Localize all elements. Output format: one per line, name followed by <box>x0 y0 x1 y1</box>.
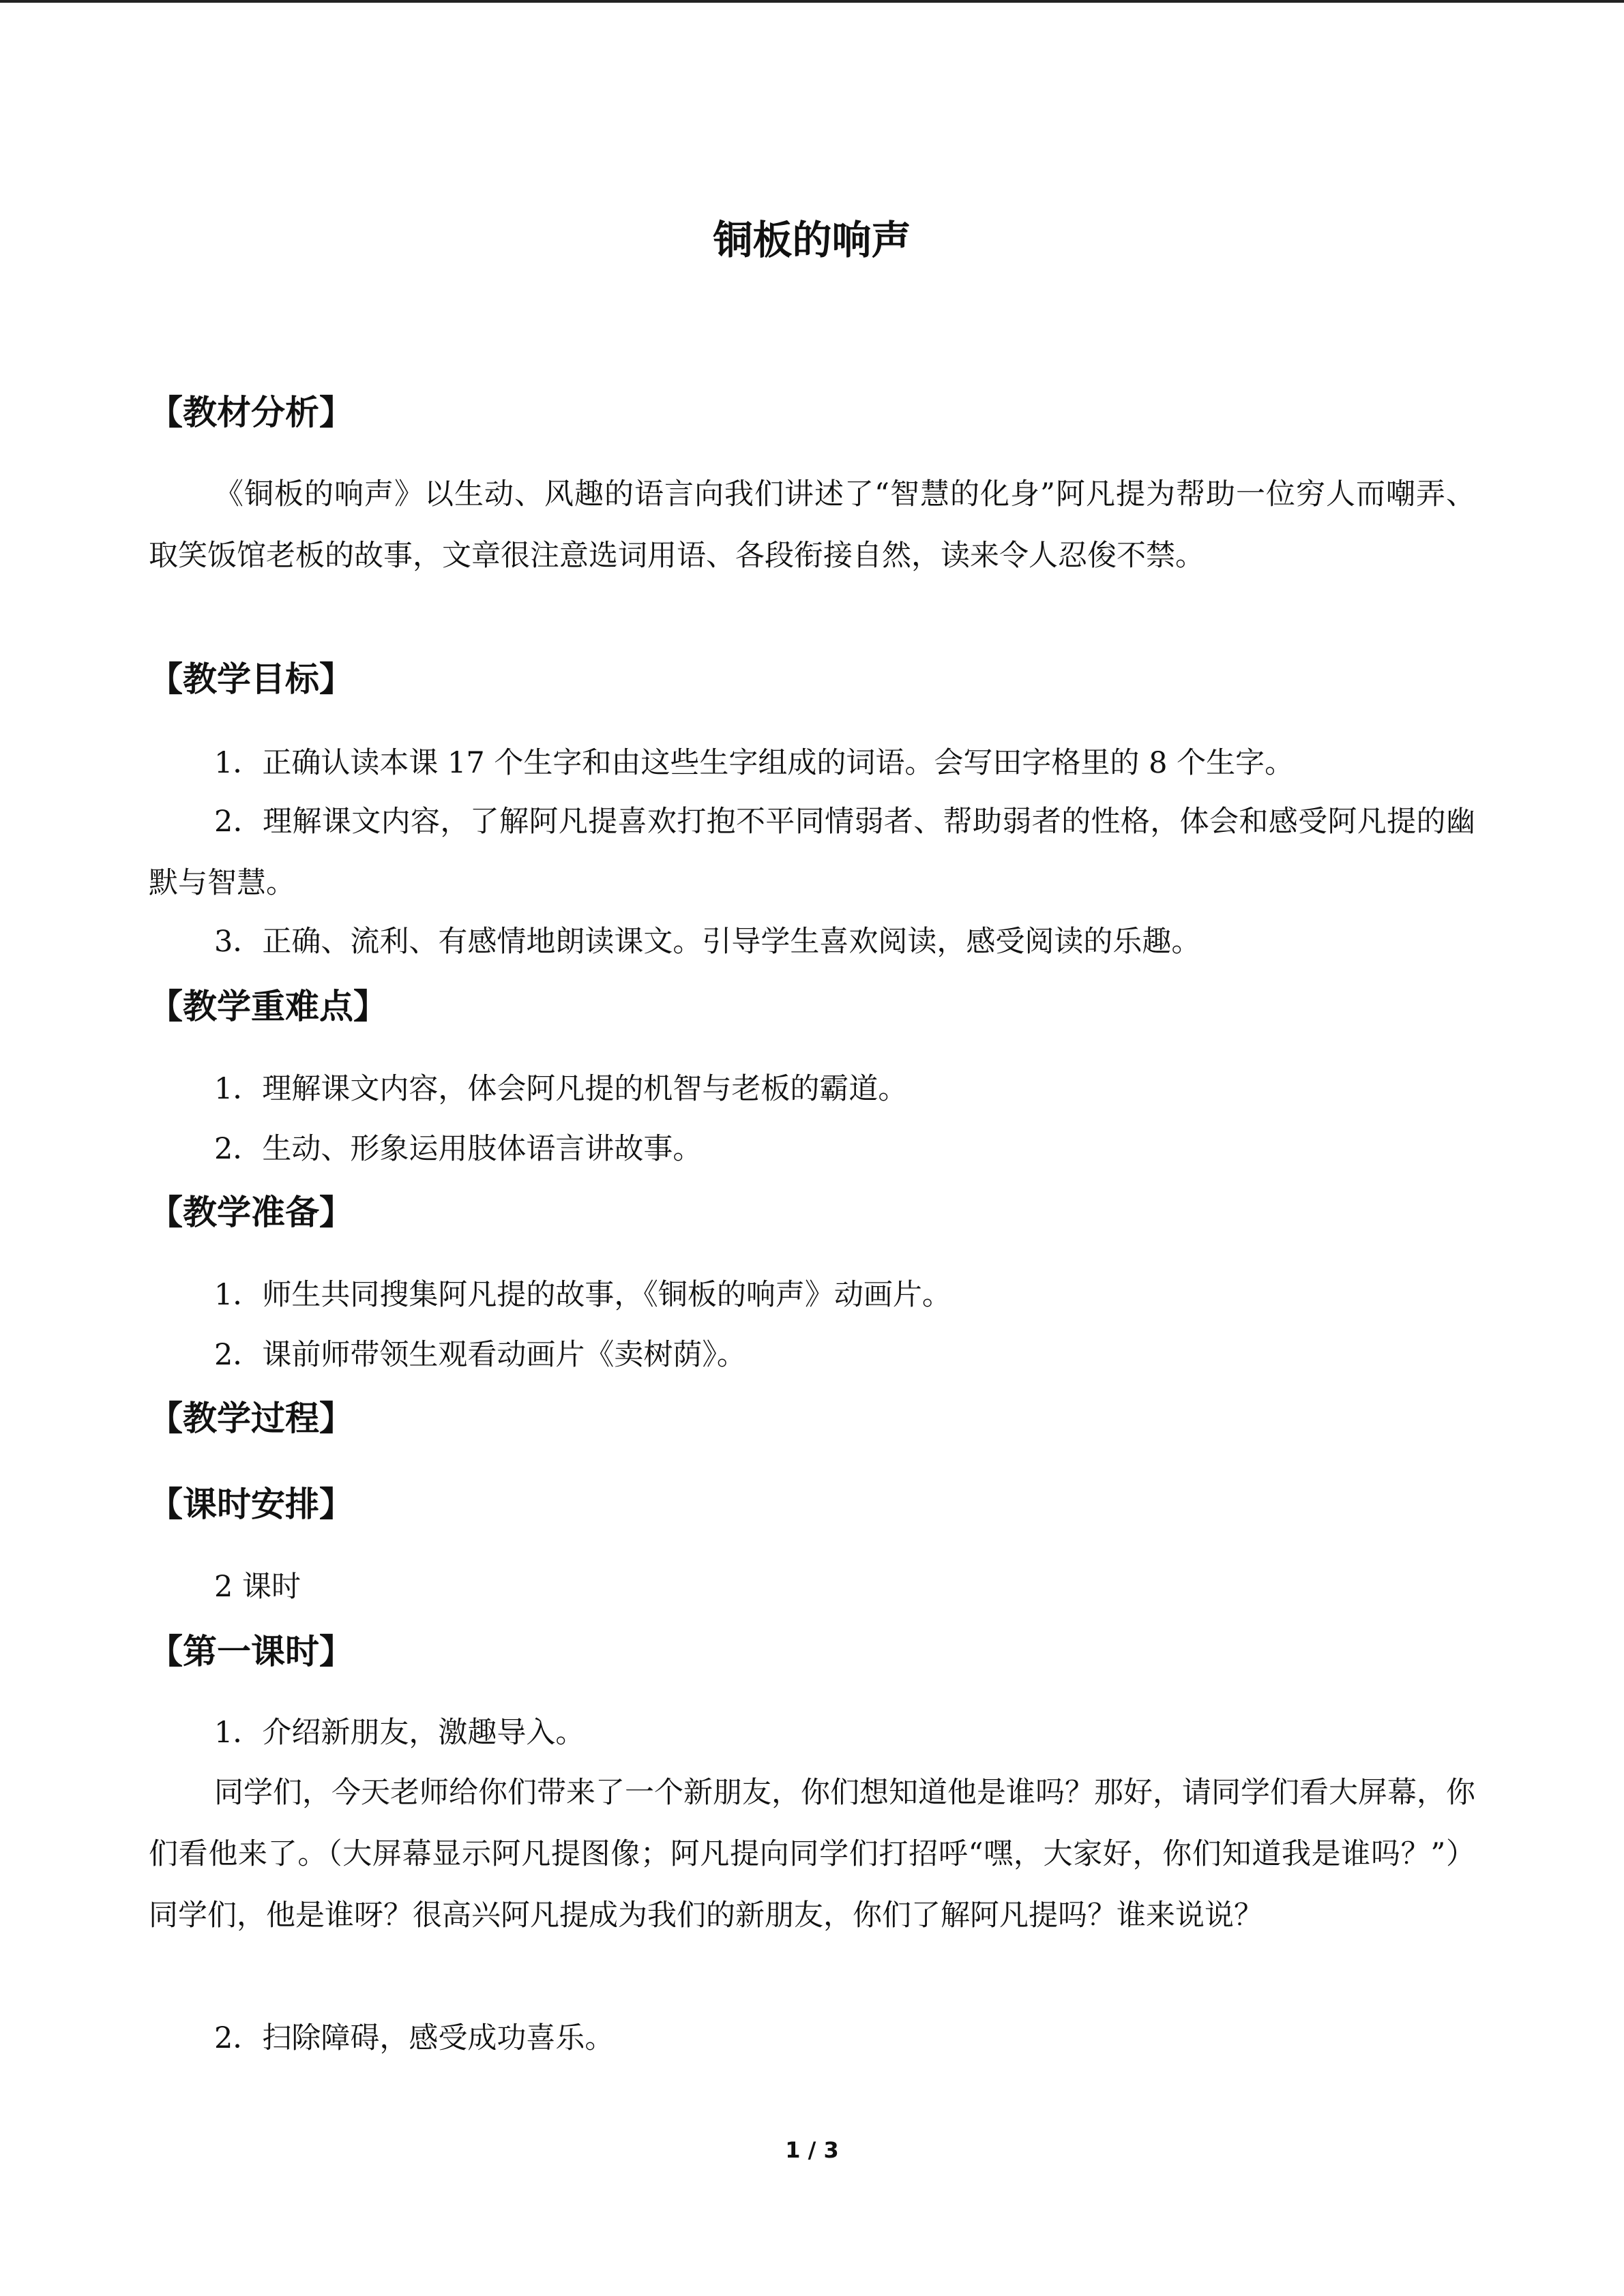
goal-item-1: 1．正确认读本课 17 个生字和由这些生字组成的词语。会写田字格里的 8 个生字。 <box>214 746 1295 780</box>
preparation-item-1: 1．师生共同搜集阿凡提的故事，《铜板的响声》动画片。 <box>214 1278 951 1312</box>
page-top-border <box>0 0 1624 3</box>
heading-schedule: 【课时安排】 <box>149 1485 353 1524</box>
key-point-item-1: 1．理解课文内容，体会阿凡提的机智与老板的霸道。 <box>214 1072 908 1106</box>
heading-analysis: 【教材分析】 <box>149 393 353 432</box>
heading-preparation: 【教学准备】 <box>149 1193 353 1232</box>
preparation-item-2: 2．课前师带领生观看动画片《卖树荫》。 <box>214 1338 746 1372</box>
document-title: 铜板的响声 <box>713 217 911 263</box>
heading-first-lesson: 【第一课时】 <box>149 1632 353 1671</box>
heading-goals: 【教学目标】 <box>149 659 353 699</box>
analysis-paragraph: 《铜板的响声》以生动、风趣的语言向我们讲述了“智慧的化身”阿凡提为帮助一位穷人而嘲弄、取笑饭馆老板的故事，文章很注意选词用语、各段衔接自然，读来令人忍俊不禁。 <box>149 477 1475 573</box>
first-lesson-paragraph: 同学们，今天老师给你们带来了一个新朋友，你们想知道他是谁吗？那好，请同学们看大屏幕，你们看他来了。（大屏幕显示阿凡提图像；阿凡提向同学们打招呼“嘿，大家好，你们知道我是谁吗？”）同学们，他是谁呀？很高兴阿凡提成为我们的新朋友，你们了解阿凡提吗？谁来说说？ <box>149 1776 1475 1933</box>
page-number: 1 / 3 <box>785 2137 839 2163</box>
goal-item-2: 2．理解课文内容，了解阿凡提喜欢打抱不平同情弱者、帮助弱者的性格，体会和感受阿凡提的幽默与智慧。 <box>149 805 1475 900</box>
heading-key-points: 【教学重难点】 <box>149 987 387 1026</box>
goal-item-3: 3．正确、流利、有感情地朗读课文。引导学生喜欢阅读，感受阅读的乐趣。 <box>214 925 1201 959</box>
first-lesson-item-2: 2．扫除障碍，感受成功喜乐。 <box>214 2021 615 2055</box>
key-point-item-2: 2．生动、形象运用肢体语言讲故事。 <box>214 1132 703 1166</box>
heading-process: 【教学过程】 <box>149 1399 353 1438</box>
schedule-text: 2 课时 <box>214 1570 301 1604</box>
first-lesson-item-1: 1．介绍新朋友，激趣导入。 <box>214 1716 585 1750</box>
